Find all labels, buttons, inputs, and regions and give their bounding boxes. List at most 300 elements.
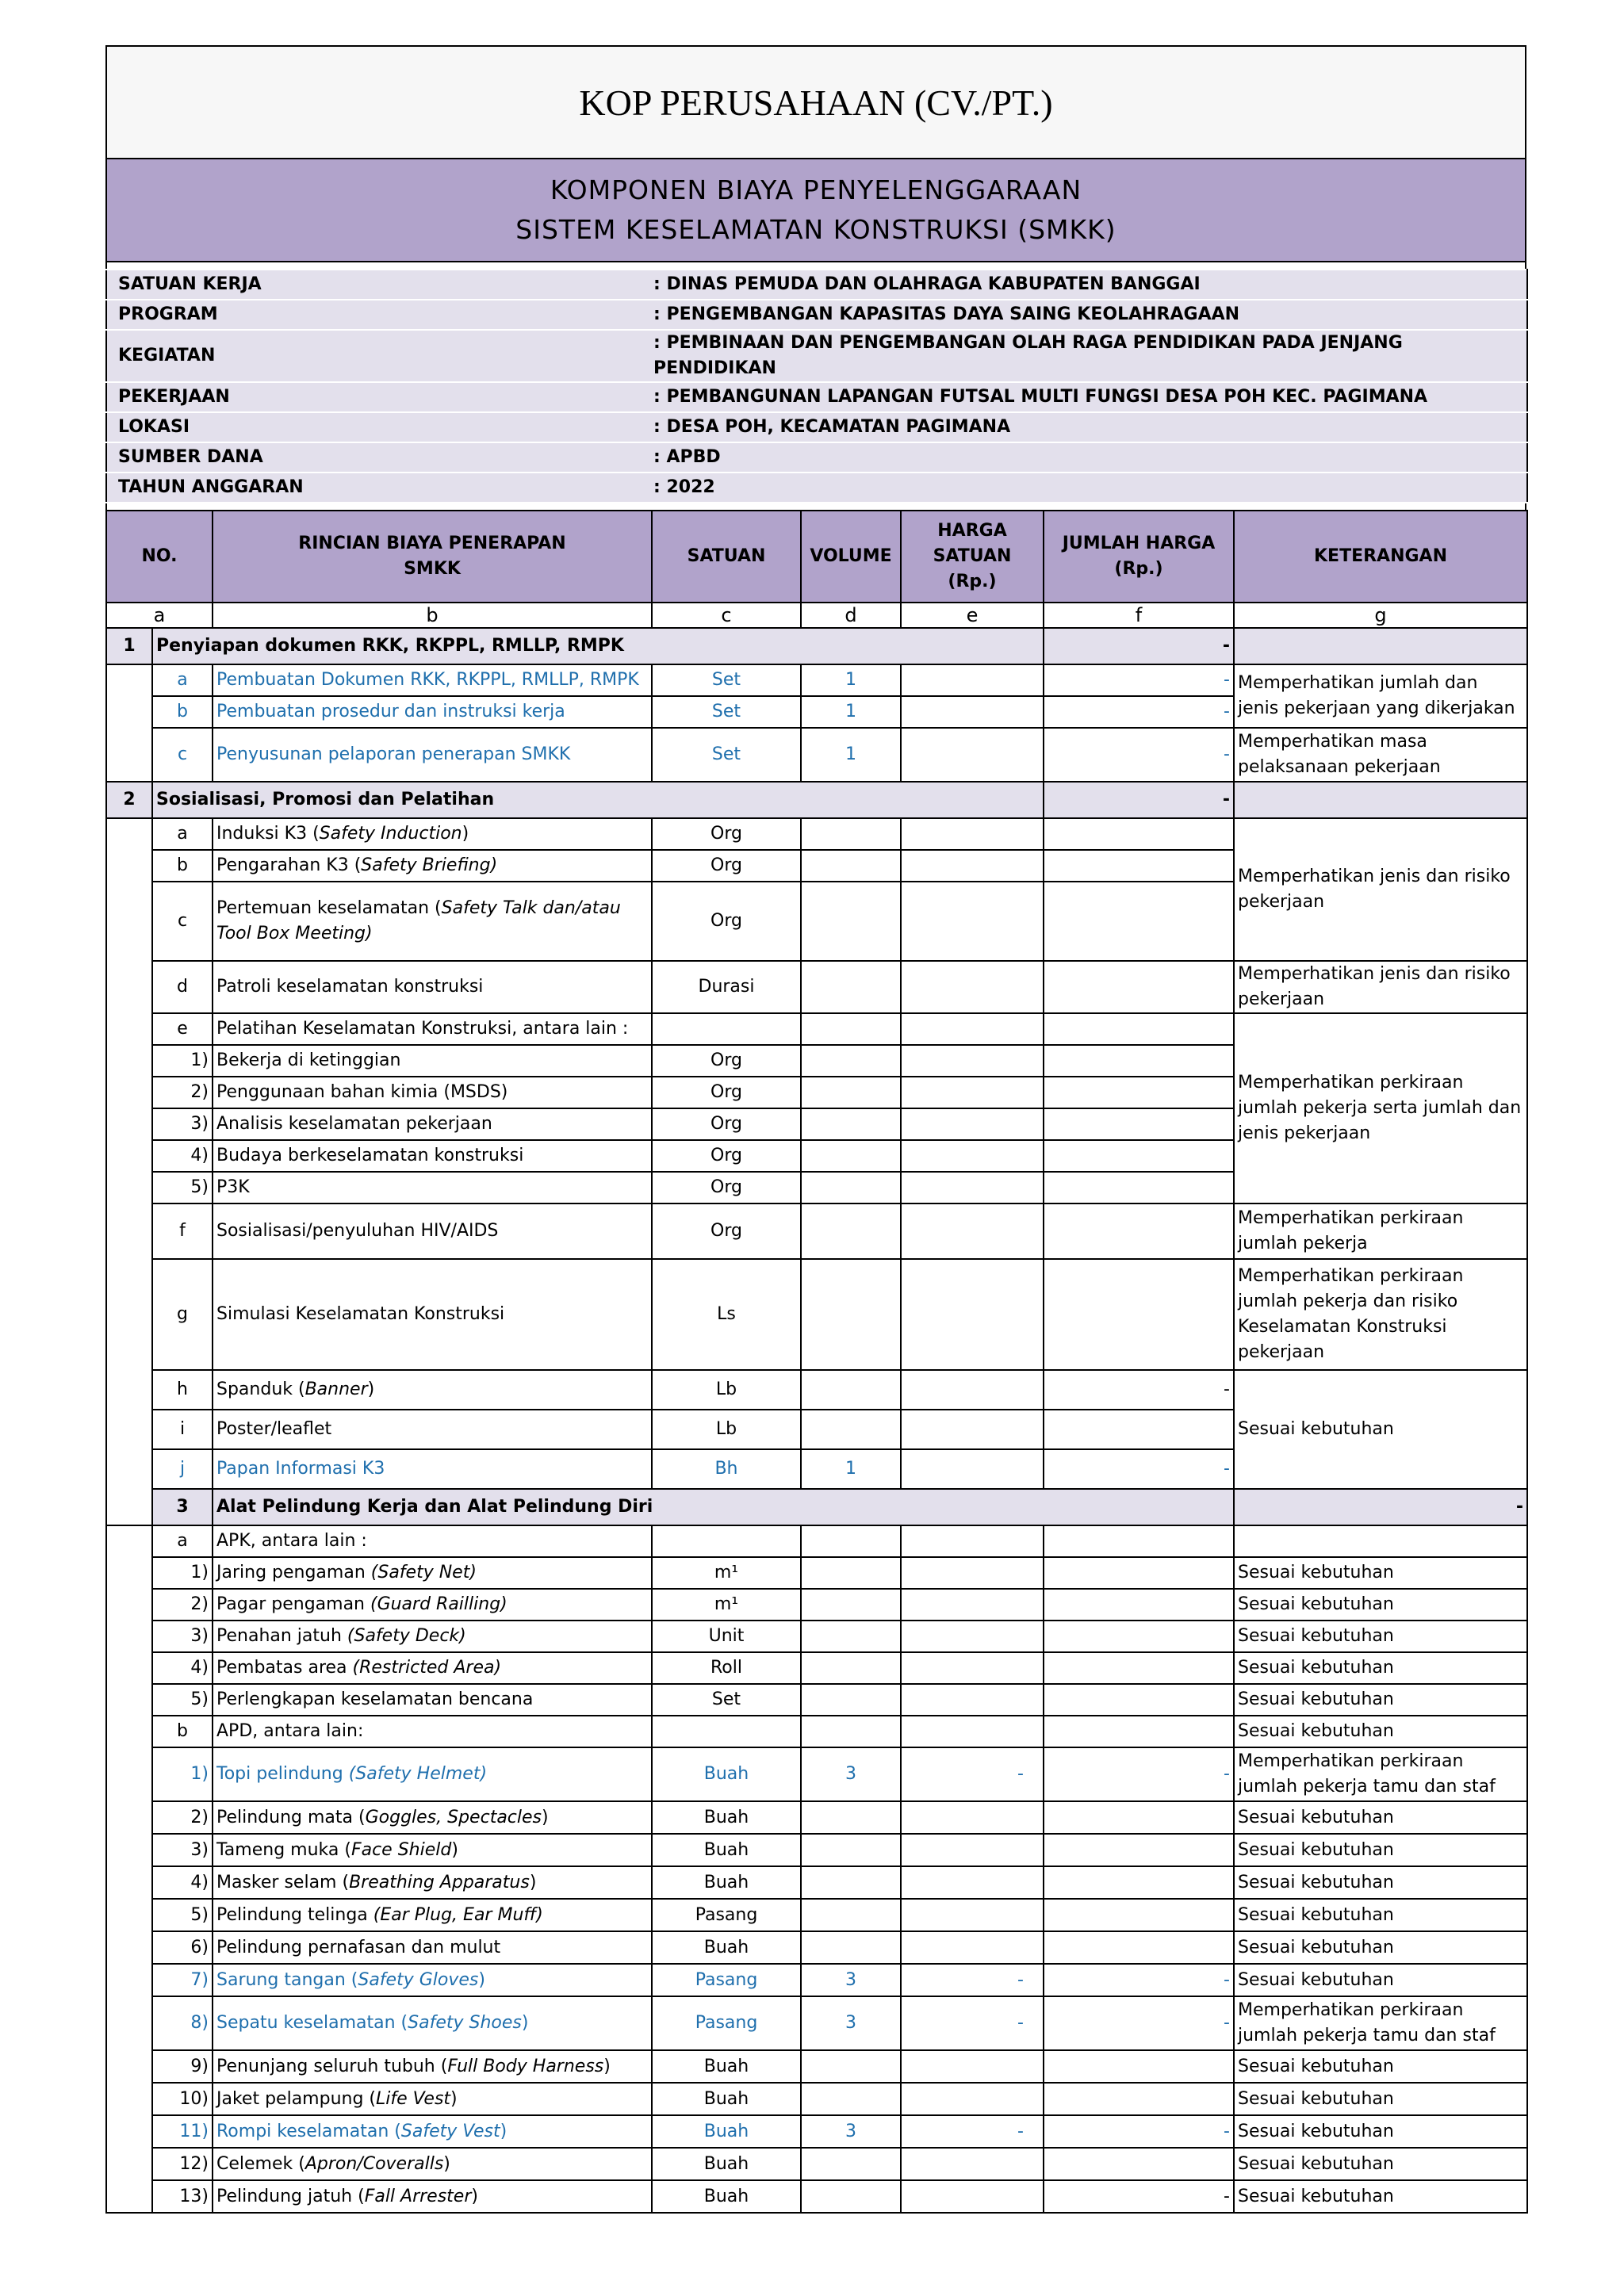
item-desc: Papan Informasi K3 (213, 1449, 652, 1489)
item-volume (801, 1259, 901, 1370)
item-harga: - (901, 1964, 1044, 1996)
table-row (106, 1203, 1527, 1259)
item-total (1044, 1866, 1234, 1899)
info-row (106, 300, 1527, 330)
item-volume (801, 1410, 901, 1449)
info-value: : PENGEMBANGAN KAPASITAS DAYA SAING KEOLAHRAGAAN (642, 300, 1527, 330)
item-volume (801, 2083, 901, 2115)
item-desc: Pertemuan keselamatan (Safety Talk dan/atau Tool Box Meeting) (213, 882, 652, 961)
item-total: - (1044, 696, 1234, 728)
item-no: 4) (152, 1866, 213, 1899)
table-row (106, 1716, 1527, 1747)
info-value: : PEMBINAAN DAN PENGEMBANGAN OLAH RAGA PENDIDIKAN PADA JENJANG PENDIDIKAN (642, 330, 1527, 382)
item-volume (801, 1684, 901, 1716)
item-desc: Patroli keselamatan konstruksi (213, 961, 652, 1013)
item-keterangan: Sesuai kebutuhan (1234, 2148, 1527, 2180)
item-keterangan: Sesuai kebutuhan (1234, 1834, 1527, 1866)
item-total (1044, 1557, 1234, 1589)
item-harga (901, 1525, 1044, 1557)
info-label: PROGRAM (106, 300, 642, 330)
item-keterangan: Sesuai kebutuhan (1234, 1370, 1527, 1489)
info-row (106, 330, 1527, 382)
item-desc: Sepatu keselamatan (Safety Shoes) (213, 1996, 652, 2050)
header-jumlah-harga: JUMLAH HARGA (Rp.) (1044, 511, 1234, 603)
info-label: PEKERJAAN (106, 382, 642, 412)
item-unit: Org (652, 1045, 801, 1077)
item-total (1044, 1931, 1234, 1964)
item-unit: Org (652, 882, 801, 961)
item-keterangan: Sesuai kebutuhan (1234, 2083, 1527, 2115)
column-letter-row (106, 603, 1527, 628)
item-desc: Penahan jatuh (Safety Deck) (213, 1621, 652, 1652)
item-total (1044, 1013, 1234, 1045)
item-unit: Org (652, 1077, 801, 1108)
item-total (1044, 2148, 1234, 2180)
item-keterangan: Memperhatikan jenis dan risiko pekerjaan (1234, 818, 1527, 961)
item-desc: Pagar pengaman (Guard Railling) (213, 1589, 652, 1621)
title-line-1: KOMPONEN BIAYA PENYELENGGARAAN (550, 174, 1082, 205)
table-row (106, 1013, 1527, 1045)
item-volume (801, 1899, 901, 1931)
item-keterangan: Memperhatikan masa pelaksanaan pekerjaan (1234, 728, 1527, 782)
item-total (1044, 1077, 1234, 1108)
item-volume (801, 1203, 901, 1259)
item-desc: Spanduk (Banner) (213, 1370, 652, 1410)
item-no: 1) (152, 1557, 213, 1589)
item-total (1044, 1525, 1234, 1557)
item-no: b (152, 1716, 213, 1747)
item-unit: Set (652, 664, 801, 696)
table-row (106, 1866, 1527, 1899)
item-no: 3) (152, 1621, 213, 1652)
item-total: - (1044, 1747, 1234, 1801)
item-total (1044, 1410, 1234, 1449)
item-total (1044, 1684, 1234, 1716)
item-desc: Penyusunan pelaporan penerapan SMKK (213, 728, 652, 782)
item-no: 8) (152, 1996, 213, 2050)
item-unit: Buah (652, 1801, 801, 1834)
item-volume (801, 1834, 901, 1866)
letter-a: a (106, 603, 213, 628)
info-label: SATUAN KERJA (106, 270, 642, 300)
info-value: : 2022 (642, 473, 1527, 503)
item-volume (801, 1652, 901, 1684)
item-harga (901, 882, 1044, 961)
item-keterangan: Sesuai kebutuhan (1234, 1716, 1527, 1747)
item-no: 1) (152, 1747, 213, 1801)
item-harga (901, 1077, 1044, 1108)
header-volume: VOLUME (801, 511, 901, 603)
item-volume (801, 1525, 901, 1557)
item-volume: 1 (801, 696, 901, 728)
table-row (106, 1996, 1527, 2050)
item-unit: Buah (652, 2083, 801, 2115)
section-title: Alat Pelindung Kerja dan Alat Pelindung Diri (213, 1489, 1234, 1525)
item-total (1044, 2083, 1234, 2115)
info-label: SUMBER DANA (106, 442, 642, 473)
item-no: 11) (152, 2115, 213, 2148)
item-volume (801, 961, 901, 1013)
info-value: : DESA POH, KECAMATAN PAGIMANA (642, 412, 1527, 442)
kop-perusahaan: KOP PERUSAHAAN (CV./PT.) (105, 45, 1526, 158)
item-keterangan: Sesuai kebutuhan (1234, 1557, 1527, 1589)
letter-e: e (901, 603, 1044, 628)
letter-g: g (1234, 603, 1527, 628)
item-no: 5) (152, 1684, 213, 1716)
item-keterangan: Memperhatikan perkiraan jumlah pekerja tamu dan staf (1234, 1747, 1527, 1801)
item-no: f (152, 1203, 213, 1259)
item-harga (901, 1652, 1044, 1684)
item-no: 2) (152, 1077, 213, 1108)
item-harga (901, 1557, 1044, 1589)
spacer (105, 503, 1526, 510)
item-unit: Buah (652, 2148, 801, 2180)
section-total: - (1044, 782, 1234, 818)
section-number: 2 (106, 782, 152, 818)
info-value: : APBD (642, 442, 1527, 473)
item-desc: Induksi K3 (Safety Induction) (213, 818, 652, 850)
item-no: 3) (152, 1834, 213, 1866)
item-volume (801, 1140, 901, 1172)
item-no: g (152, 1259, 213, 1370)
item-keterangan: Memperhatikan perkiraan jumlah pekerja dan risiko Keselamatan Konstruksi pekerjaan (1234, 1259, 1527, 1370)
item-unit: Set (652, 1684, 801, 1716)
item-desc: Simulasi Keselamatan Konstruksi (213, 1259, 652, 1370)
section-total: - (1044, 628, 1234, 664)
item-harga (901, 1684, 1044, 1716)
item-volume: 3 (801, 1996, 901, 2050)
item-unit: Buah (652, 1931, 801, 1964)
item-total: - (1044, 1370, 1234, 1410)
item-keterangan: Sesuai kebutuhan (1234, 1589, 1527, 1621)
item-harga (901, 1801, 1044, 1834)
table-row (106, 2180, 1527, 2213)
item-harga (901, 728, 1044, 782)
section-title: Penyiapan dokumen RKK, RKPPL, RMLLP, RMPK (152, 628, 1044, 664)
item-desc: Celemek (Apron/Coveralls) (213, 2148, 652, 2180)
item-desc: Budaya berkeselamatan konstruksi (213, 1140, 652, 1172)
item-harga (901, 696, 1044, 728)
item-harga (901, 1931, 1044, 1964)
item-volume (801, 1013, 901, 1045)
section-row (106, 782, 1527, 818)
info-label: LOKASI (106, 412, 642, 442)
item-total: - (1044, 728, 1234, 782)
item-keterangan: Sesuai kebutuhan (1234, 1866, 1527, 1899)
item-unit: Buah (652, 2050, 801, 2083)
item-volume (801, 850, 901, 882)
project-info-table (105, 269, 1528, 503)
header-no: NO. (106, 511, 213, 603)
item-desc: Jaket pelampung (Life Vest) (213, 2083, 652, 2115)
item-unit: Org (652, 818, 801, 850)
item-no: 6) (152, 1931, 213, 1964)
item-volume (801, 2180, 901, 2213)
item-volume: 3 (801, 1964, 901, 1996)
item-desc: Pelatihan Keselamatan Konstruksi, antara lain : (213, 1013, 652, 1045)
item-keterangan: Sesuai kebutuhan (1234, 1964, 1527, 1996)
item-no: 3) (152, 1108, 213, 1140)
item-desc: Topi pelindung (Safety Helmet) (213, 1747, 652, 1801)
item-no: e (152, 1013, 213, 1045)
letter-c: c (652, 603, 801, 628)
item-desc: Pembuatan prosedur dan instruksi kerja (213, 696, 652, 728)
item-unit: Unit (652, 1621, 801, 1652)
item-harga: - (901, 1996, 1044, 2050)
item-no: 2) (152, 1589, 213, 1621)
item-keterangan: Sesuai kebutuhan (1234, 1684, 1527, 1716)
item-total (1044, 1203, 1234, 1259)
item-no: i (152, 1410, 213, 1449)
info-row (106, 442, 1527, 473)
item-unit: Set (652, 728, 801, 782)
item-harga (901, 2180, 1044, 2213)
item-no: b (152, 696, 213, 728)
item-desc: P3K (213, 1172, 652, 1203)
cost-table (105, 510, 1528, 2214)
item-keterangan: Sesuai kebutuhan (1234, 2180, 1527, 2213)
item-volume (801, 1172, 901, 1203)
item-total (1044, 1108, 1234, 1140)
item-total (1044, 1716, 1234, 1747)
item-keterangan: Memperhatikan perkiraan jumlah pekerja (1234, 1203, 1527, 1259)
item-keterangan: Memperhatikan perkiraan jumlah pekerja serta jumlah dan jenis pekerjaan (1234, 1013, 1527, 1203)
item-no: 5) (152, 1172, 213, 1203)
item-desc: Pelindung jatuh (Fall Arrester) (213, 2180, 652, 2213)
item-no: j (152, 1449, 213, 1489)
item-harga (901, 1410, 1044, 1449)
item-harga (901, 1716, 1044, 1747)
item-unit: Org (652, 1140, 801, 1172)
document-page (105, 45, 1526, 2214)
item-volume (801, 882, 901, 961)
section-total: - (1234, 1489, 1527, 1525)
item-unit: Buah (652, 2180, 801, 2213)
table-row (106, 1747, 1527, 1801)
item-desc: Sarung tangan (Safety Gloves) (213, 1964, 652, 1996)
item-unit: Pasang (652, 1899, 801, 1931)
section-keterangan (1234, 782, 1527, 818)
item-desc: Jaring pengaman (Safety Net) (213, 1557, 652, 1589)
item-keterangan: Sesuai kebutuhan (1234, 2050, 1527, 2083)
item-volume (801, 2148, 901, 2180)
info-row (106, 382, 1527, 412)
section-row (106, 1489, 1527, 1525)
item-harga (901, 961, 1044, 1013)
table-row (106, 664, 1527, 696)
item-keterangan: Sesuai kebutuhan (1234, 1801, 1527, 1834)
item-harga (901, 818, 1044, 850)
item-unit: Bh (652, 1449, 801, 1489)
item-total (1044, 850, 1234, 882)
item-harga (901, 1866, 1044, 1899)
table-row (106, 2083, 1527, 2115)
item-desc: APK, antara lain : (213, 1525, 652, 1557)
item-no: 7) (152, 1964, 213, 1996)
item-keterangan (1234, 1525, 1527, 1557)
table-row (106, 2115, 1527, 2148)
letter-f: f (1044, 603, 1234, 628)
item-volume (801, 1370, 901, 1410)
item-no: 10) (152, 2083, 213, 2115)
title-line-2: SISTEM KESELAMATAN KONSTRUKSI (SMKK) (515, 214, 1116, 245)
item-unit: Lb (652, 1370, 801, 1410)
item-unit: Set (652, 696, 801, 728)
item-volume (801, 818, 901, 850)
table-row (106, 728, 1527, 782)
item-desc: Analisis keselamatan pekerjaan (213, 1108, 652, 1140)
header-keterangan: KETERANGAN (1234, 511, 1527, 603)
letter-d: d (801, 603, 901, 628)
table-row (106, 1557, 1527, 1589)
item-keterangan: Sesuai kebutuhan (1234, 1899, 1527, 1931)
item-total (1044, 1621, 1234, 1652)
table-row (106, 1684, 1527, 1716)
table-row (106, 1370, 1527, 1410)
item-harga (901, 850, 1044, 882)
item-unit: Org (652, 1203, 801, 1259)
item-total (1044, 1801, 1234, 1834)
info-value: : PEMBANGUNAN LAPANGAN FUTSAL MULTI FUNGSI DESA POH KEC. PAGIMANA (642, 382, 1527, 412)
item-keterangan: Memperhatikan jenis dan risiko pekerjaan (1234, 961, 1527, 1013)
item-no: 1) (152, 1045, 213, 1077)
header-satuan: SATUAN (652, 511, 801, 603)
info-label: KEGIATAN (106, 330, 642, 382)
item-volume (801, 1557, 901, 1589)
item-volume (801, 1077, 901, 1108)
item-unit (652, 1013, 801, 1045)
item-harga (901, 1899, 1044, 1931)
item-total (1044, 2050, 1234, 2083)
item-unit: Durasi (652, 961, 801, 1013)
table-row (106, 818, 1527, 850)
item-harga (901, 1013, 1044, 1045)
item-harga (901, 1203, 1044, 1259)
section-indent (106, 1525, 152, 2213)
item-volume: 1 (801, 1449, 901, 1489)
item-volume: 1 (801, 728, 901, 782)
item-volume (801, 2050, 901, 2083)
item-harga (901, 1259, 1044, 1370)
header-rincian: RINCIAN BIAYA PENERAPAN SMKK (213, 511, 652, 603)
table-row (106, 961, 1527, 1013)
item-harga (901, 1589, 1044, 1621)
section-title: Sosialisasi, Promosi dan Pelatihan (152, 782, 1044, 818)
table-header-row (106, 511, 1527, 603)
item-no: a (152, 1525, 213, 1557)
item-harga (901, 1108, 1044, 1140)
table-row (106, 1964, 1527, 1996)
item-unit: Lb (652, 1410, 801, 1449)
item-harga: - (901, 2115, 1044, 2148)
item-total (1044, 1652, 1234, 1684)
section-number: 1 (106, 628, 152, 664)
item-no: 2) (152, 1801, 213, 1834)
item-unit: Org (652, 1172, 801, 1203)
item-desc: Penggunaan bahan kimia (MSDS) (213, 1077, 652, 1108)
item-total (1044, 882, 1234, 961)
table-row (106, 2148, 1527, 2180)
info-row (106, 412, 1527, 442)
item-volume: 3 (801, 2115, 901, 2148)
header-harga-satuan: HARGA SATUAN (Rp.) (901, 511, 1044, 603)
item-total (1044, 1899, 1234, 1931)
item-unit: Roll (652, 1652, 801, 1684)
item-no: 4) (152, 1652, 213, 1684)
item-volume (801, 1589, 901, 1621)
item-keterangan: Memperhatikan perkiraan jumlah pekerja tamu dan staf (1234, 1996, 1527, 2050)
table-row (106, 1259, 1527, 1370)
item-total (1044, 1589, 1234, 1621)
item-unit: m¹ (652, 1589, 801, 1621)
item-harga (901, 664, 1044, 696)
item-total (1044, 1259, 1234, 1370)
item-harga (901, 1370, 1044, 1410)
item-harga (901, 1172, 1044, 1203)
item-unit: Buah (652, 2115, 801, 2148)
item-no: 9) (152, 2050, 213, 2083)
item-volume (801, 1931, 901, 1964)
section-row (106, 628, 1527, 664)
item-total: - (1044, 1996, 1234, 2050)
item-keterangan: Memperhatikan jumlah dan jenis pekerjaan yang dikerjakan (1234, 664, 1527, 728)
table-row (106, 1899, 1527, 1931)
item-unit: Buah (652, 1747, 801, 1801)
table-row (106, 1621, 1527, 1652)
item-desc: Pembatas area (Restricted Area) (213, 1652, 652, 1684)
item-volume (801, 1108, 901, 1140)
item-desc: Sosialisasi/penyuluhan HIV/AIDS (213, 1203, 652, 1259)
item-desc: Perlengkapan keselamatan bencana (213, 1684, 652, 1716)
item-desc: Pelindung telinga (Ear Plug, Ear Muff) (213, 1899, 652, 1931)
item-unit: Buah (652, 1834, 801, 1866)
table-row (106, 1652, 1527, 1684)
item-volume (801, 1801, 901, 1834)
item-no: b (152, 850, 213, 882)
item-harga (901, 1621, 1044, 1652)
item-desc: Pembuatan Dokumen RKK, RKPPL, RMLLP, RMPK (213, 664, 652, 696)
item-desc: Pelindung pernafasan dan mulut (213, 1931, 652, 1964)
item-total: - (1044, 2115, 1234, 2148)
item-no: d (152, 961, 213, 1013)
item-unit: Org (652, 1108, 801, 1140)
info-value: : DINAS PEMUDA DAN OLAHRAGA KABUPATEN BANGGAI (642, 270, 1527, 300)
item-no: a (152, 818, 213, 850)
item-desc: APD, antara lain: (213, 1716, 652, 1747)
info-row (106, 473, 1527, 503)
section-keterangan (1234, 628, 1527, 664)
section-indent (106, 664, 152, 782)
table-row (106, 1801, 1527, 1834)
item-volume (801, 1716, 901, 1747)
item-no: h (152, 1370, 213, 1410)
item-volume: 3 (801, 1747, 901, 1801)
item-desc: Masker selam (Breathing Apparatus) (213, 1866, 652, 1899)
item-unit: Buah (652, 1866, 801, 1899)
item-total (1044, 1834, 1234, 1866)
item-unit: Pasang (652, 1964, 801, 1996)
item-no: 5) (152, 1899, 213, 1931)
item-volume: 1 (801, 664, 901, 696)
item-unit: Ls (652, 1259, 801, 1370)
item-harga (901, 1045, 1044, 1077)
item-volume (801, 1045, 901, 1077)
item-unit (652, 1525, 801, 1557)
table-row (106, 1525, 1527, 1557)
item-desc: Tameng muka (Face Shield) (213, 1834, 652, 1866)
section-indent (106, 818, 152, 1525)
letter-b: b (213, 603, 652, 628)
